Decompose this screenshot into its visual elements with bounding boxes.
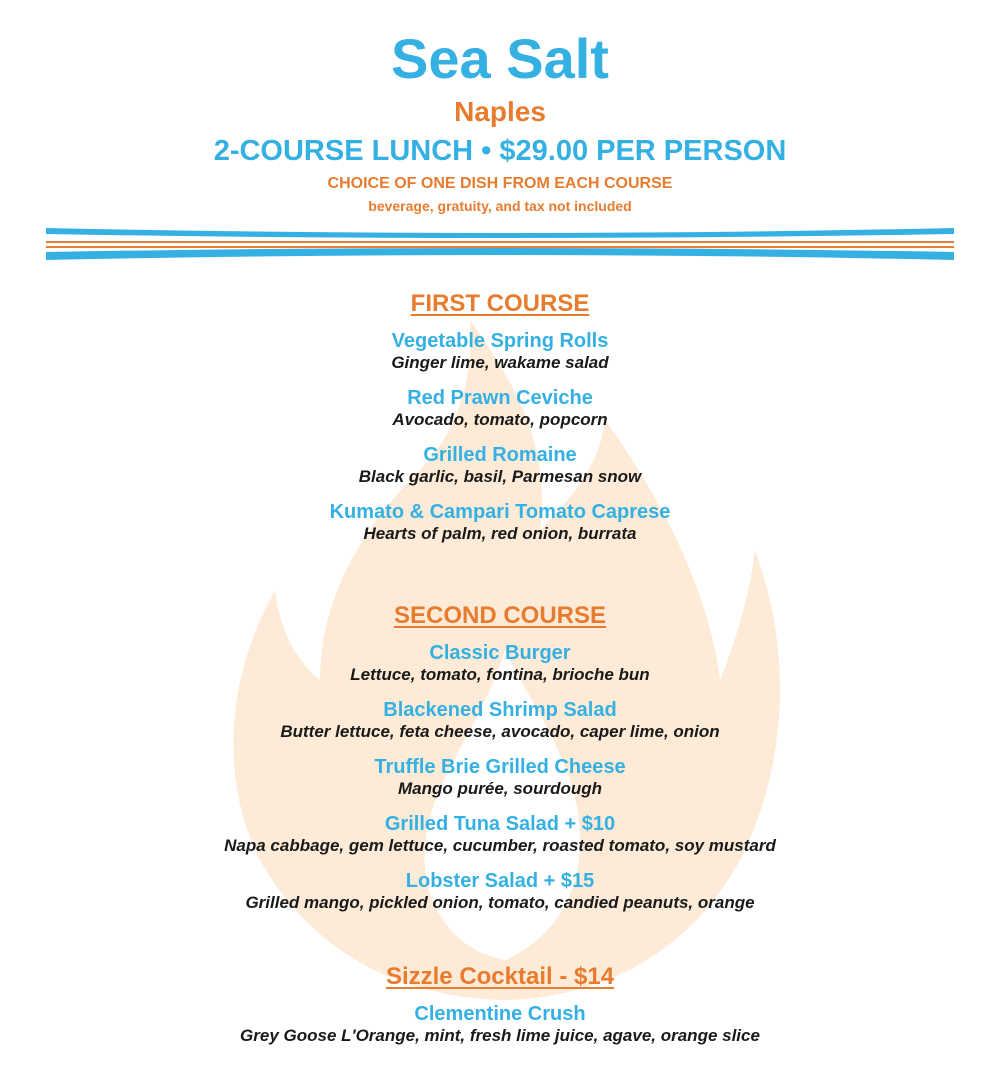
menu-item [0,756,1000,799]
offer-heading: 2-COURSE LUNCH • $29.00 PER PERSON [213,135,787,167]
menu-item-description: Butter lettuce, feta cheese, avocado, caper lime, onion [280,722,720,741]
cocktail-section [0,963,1000,1060]
location-label: Naples [454,96,546,127]
menu-item-description: Lettuce, tomato, fontina, brioche bun [350,665,650,684]
menu-item-description: Avocado, tomato, popcorn [392,410,608,429]
menu-item-description: Ginger lime, wakame salad [391,353,609,372]
first-course-title: FIRST COURSE [410,290,590,317]
price-note: beverage, gratuity, and tax not included [368,198,632,214]
menu-item-description: Napa cabbage, gem lettuce, cucumber, roasted tomato, soy mustard [224,836,776,855]
menu-item-name: Kumato & Campari Tomato Caprese [329,501,671,523]
menu-item [0,330,1000,373]
menu-item [0,642,1000,685]
menu-item-description: Mango purée, sourdough [398,779,602,798]
menu-item [0,870,1000,913]
menu-item-name: Truffle Brie Grilled Cheese [374,756,626,778]
menu-item-name: Lobster Salad + $15 [405,870,595,892]
menu-item-description: Hearts of palm, red onion, burrata [363,524,637,543]
menu-item-name: Grilled Tuna Salad + $10 [384,813,616,835]
menu-item-name: Blackened Shrimp Salad [383,699,617,721]
menu-item-name: Clementine Crush [414,1003,586,1025]
menu-item [0,1003,1000,1046]
menu-item-name: Classic Burger [429,642,571,664]
first-course-section [0,290,1000,558]
menu-item [0,444,1000,487]
menu-item-name: Vegetable Spring Rolls [391,330,609,352]
menu-item [0,387,1000,430]
cocktail-title: Sizzle Cocktail - $14 [385,963,615,990]
menu-item [0,813,1000,856]
menu-item-description: Grilled mango, pickled onion, tomato, candied peanuts, orange [245,893,755,912]
restaurant-title: Sea Salt [391,27,609,90]
menu-item [0,501,1000,544]
second-course-section [0,602,1000,927]
wave-divider [46,224,954,264]
menu-item-name: Red Prawn Ceviche [407,387,593,409]
menu-item-name: Grilled Romaine [423,444,577,466]
menu-item-description: Grey Goose L'Orange, mint, fresh lime juice, agave, orange slice [240,1026,760,1045]
menu-item-description: Black garlic, basil, Parmesan snow [358,467,642,486]
second-course-title: SECOND COURSE [393,602,607,629]
choice-instructions: CHOICE OF ONE DISH FROM EACH COURSE [327,175,673,192]
menu-item [0,699,1000,742]
